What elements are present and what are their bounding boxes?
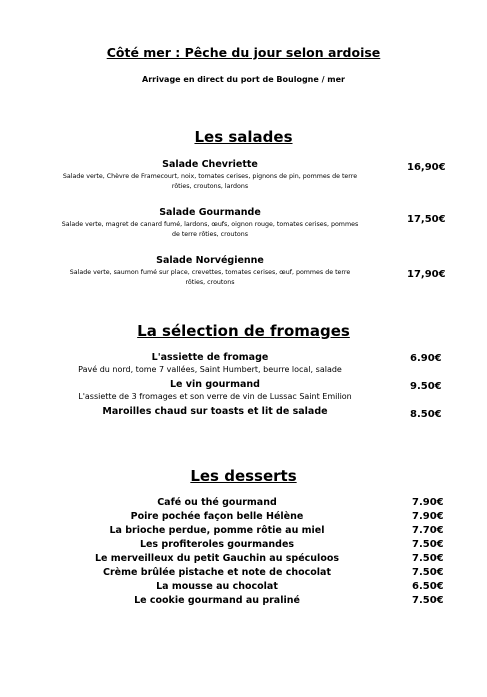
salad-name: Salade Norvégienne bbox=[156, 255, 264, 266]
fromage-description: Pavé du nord, tome 7 vallées, Saint Humbert, beurre local, salade bbox=[78, 365, 342, 374]
dessert-price: 7.50€ bbox=[412, 553, 444, 564]
salad-description: Salade verte, Chèvre de Framecourt, noix, tomates cerises, pignons de pin, pommes de terre bbox=[62, 173, 358, 180]
fromage-price: 8.50€ bbox=[410, 409, 442, 420]
dessert-prices bbox=[412, 496, 444, 608]
section-title-fromages: La sélection de fromages bbox=[137, 322, 350, 340]
salad-description-line2: rôties, croutons, lardons bbox=[171, 183, 249, 190]
dessert-item: Poire pochée façon belle Hélène bbox=[130, 511, 304, 522]
fromage-description: L'assiette de 3 fromages et son verre de vin de Lussac Saint Emilion bbox=[78, 392, 352, 401]
dessert-item: Les profiteroles gourmandes bbox=[139, 539, 295, 550]
fromage-name: Maroilles chaud sur toasts et lit de salade bbox=[102, 406, 328, 417]
salad-price: 16,90€ bbox=[407, 162, 446, 173]
dessert-item: Le merveilleux du petit Gauchin au spéculoos bbox=[94, 553, 340, 564]
fromage-item bbox=[0, 379, 430, 401]
dessert-price: 7.50€ bbox=[412, 567, 444, 578]
dessert-item: Café ou thé gourmand bbox=[157, 497, 277, 508]
fromage-name: Le vin gourmand bbox=[170, 379, 260, 390]
section-title-desserts: Les desserts bbox=[190, 467, 297, 485]
page-subtitle: Arrivage en direct du port de Boulogne / mer bbox=[142, 75, 345, 84]
section-title-salades: Les salades bbox=[194, 128, 293, 146]
salad-description-line2: rôties, croutons bbox=[185, 279, 235, 286]
dessert-price: 7.90€ bbox=[412, 511, 444, 522]
salad-name: Salade Gourmande bbox=[159, 207, 261, 218]
dessert-item: Crème brûlée pistache et note de chocolat bbox=[103, 567, 331, 578]
page-title: Côté mer : Pêche du jour selon ardoise bbox=[106, 45, 381, 60]
salad-description-line2: de terre rôties, croutons bbox=[171, 231, 249, 238]
salad-item bbox=[0, 159, 420, 192]
dessert-price: 7.70€ bbox=[412, 525, 444, 536]
salad-item bbox=[0, 207, 420, 240]
salad-description: Salade verte, magret de canard fumé, lardons, œufs, oignon rouge, tomates cerises, pommes bbox=[61, 221, 359, 228]
fromage-name: L'assiette de fromage bbox=[151, 352, 269, 363]
fromage-item bbox=[0, 352, 420, 374]
dessert-price: 7.50€ bbox=[412, 595, 444, 606]
salad-name: Salade Chevriette bbox=[162, 159, 258, 170]
salad-price: 17,50€ bbox=[407, 214, 446, 225]
fromage-price: 6.90€ bbox=[410, 353, 442, 364]
salad-price: 17,90€ bbox=[407, 269, 446, 280]
salad-item bbox=[0, 255, 420, 288]
dessert-item: Le cookie gourmand au praliné bbox=[134, 595, 300, 606]
dessert-price: 6.50€ bbox=[412, 581, 444, 592]
fromage-item bbox=[0, 406, 430, 417]
dessert-item: La brioche perdue, pomme rôtie au miel bbox=[109, 525, 325, 536]
dessert-price: 7.50€ bbox=[412, 539, 444, 550]
dessert-list bbox=[0, 496, 434, 608]
fromage-price: 9.50€ bbox=[410, 381, 442, 392]
salad-description: Salade verte, saumon fumé sur place, crevettes, tomates cerises, œuf, pommes de terre bbox=[69, 269, 351, 276]
dessert-price: 7.90€ bbox=[412, 497, 444, 508]
dessert-item: La mousse au chocolat bbox=[156, 581, 278, 592]
